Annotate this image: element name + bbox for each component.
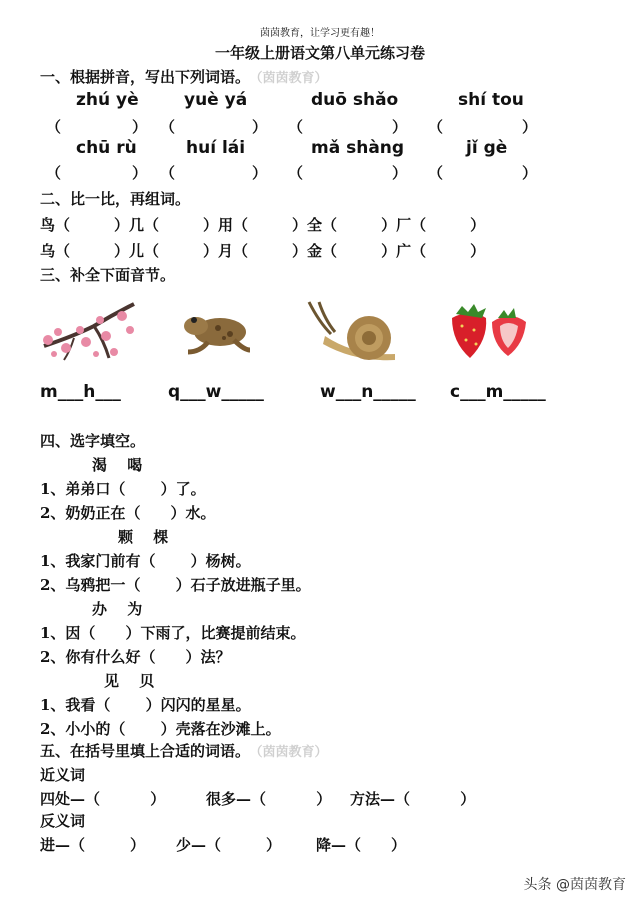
cell: 鸟（ (40, 216, 71, 234)
plum-blossom-icon (34, 296, 144, 366)
watermark: （茵茵教育） (256, 745, 328, 760)
cell: ）厂（ (381, 216, 427, 234)
fill-question: 2、乌鸦把一（ ）石子放进瓶子里。 (40, 576, 311, 594)
paren-close: ） (392, 118, 408, 136)
paren-open: （ (46, 118, 62, 136)
section-3-heading: 三、补全下面音节。 (40, 266, 176, 284)
cell: ） (470, 216, 486, 234)
watermark: （茵茵教育） (256, 71, 328, 86)
frog-icon (178, 306, 252, 356)
pinyin-5: chū rù (76, 138, 137, 158)
synonym-item: 很多—（ ） (206, 790, 332, 808)
paren-open: （ (160, 118, 176, 136)
section-5-heading (40, 740, 328, 761)
top-note: 茵茵教育，让学习更有趣！ (260, 28, 380, 39)
paren-close: ） (132, 164, 148, 182)
syllable-blank-2: q___w_____ (168, 382, 264, 402)
paren-open: （ (46, 164, 62, 182)
paren-close: ） (522, 164, 538, 182)
paren-close: ） (522, 118, 538, 136)
cell: ）儿（ (114, 242, 160, 260)
cell: ）用（ (203, 216, 249, 234)
syllable-blank-1: m___h___ (40, 382, 121, 402)
pinyin-8: jǐ gè (466, 138, 508, 158)
paren-open: （ (288, 118, 304, 136)
pinyin-1: zhú yè (76, 90, 139, 110)
pinyin-3: duō shǎo (311, 90, 399, 110)
synonym-item: 四处—（ ） (40, 790, 166, 808)
choice-chars: 颗 棵 (118, 528, 169, 546)
choice-chars: 渴 喝 (92, 456, 143, 474)
synonym-label: 近义词 (40, 766, 86, 784)
choice-chars: 见 贝 (104, 672, 155, 690)
section-4-heading: 四、选字填空。 (40, 432, 146, 450)
cell: ） (470, 242, 486, 260)
cell: ）金（ (292, 242, 338, 260)
cell: ）月（ (203, 242, 249, 260)
strawberry-icon (446, 300, 530, 362)
fill-question: 1、我家门前有（ ）杨树。 (40, 552, 251, 570)
cell: ）全（ (292, 216, 338, 234)
syllable-blank-4: c___m_____ (450, 382, 546, 402)
paren-close: ） (252, 164, 268, 182)
pinyin-6: huí lái (186, 138, 246, 158)
synonym-item: 方法—（ ） (350, 790, 476, 808)
cell: 乌（ (40, 242, 71, 260)
cell: ）几（ (114, 216, 160, 234)
page-title: 一年级上册语文第八单元练习卷 (214, 44, 425, 62)
compare-row-1 (40, 214, 485, 235)
footer-watermark: 头条 @茵茵教育 (523, 877, 626, 893)
cell: ）广（ (381, 242, 427, 260)
snail-icon (305, 298, 401, 362)
paren-close: ） (392, 164, 408, 182)
section-1-heading-text: 一、根据拼音，写出下列词语。 (40, 68, 251, 86)
paren-open: （ (428, 118, 444, 136)
pinyin-4: shí tou (458, 90, 524, 110)
syllable-blank-3: w___n_____ (320, 382, 416, 402)
paren-open: （ (160, 164, 176, 182)
fill-question: 1、因（ ）下雨了，比赛提前结束。 (40, 624, 306, 642)
paren-close: ） (252, 118, 268, 136)
pinyin-7: mǎ shàng (311, 138, 405, 158)
section-5-heading-text: 五、在括号里填上合适的词语。 (40, 742, 251, 760)
antonym-label: 反义词 (40, 812, 86, 830)
antonym-item: 进—（ ） (40, 836, 146, 854)
section-1-heading (40, 66, 328, 87)
fill-question: 1、我看（ ）闪闪的星星。 (40, 696, 251, 714)
paren-open: （ (288, 164, 304, 182)
choice-chars: 办 为 (92, 600, 143, 618)
paren-open: （ (428, 164, 444, 182)
fill-question: 1、弟弟口（ ）了。 (40, 480, 206, 498)
compare-row-2 (40, 240, 485, 261)
section-2-heading: 二、比一比，再组词。 (40, 190, 191, 208)
antonym-item: 降—（ ） (316, 836, 407, 854)
fill-question: 2、你有什么好（ ）法？ (40, 648, 231, 666)
antonym-item: 少—（ ） (176, 836, 282, 854)
fill-question: 2、小小的（ ）壳落在沙滩上。 (40, 720, 281, 738)
pinyin-2: yuè yá (184, 90, 248, 110)
paren-close: ） (132, 118, 148, 136)
fill-question: 2、奶奶正在（ ）水。 (40, 504, 216, 522)
